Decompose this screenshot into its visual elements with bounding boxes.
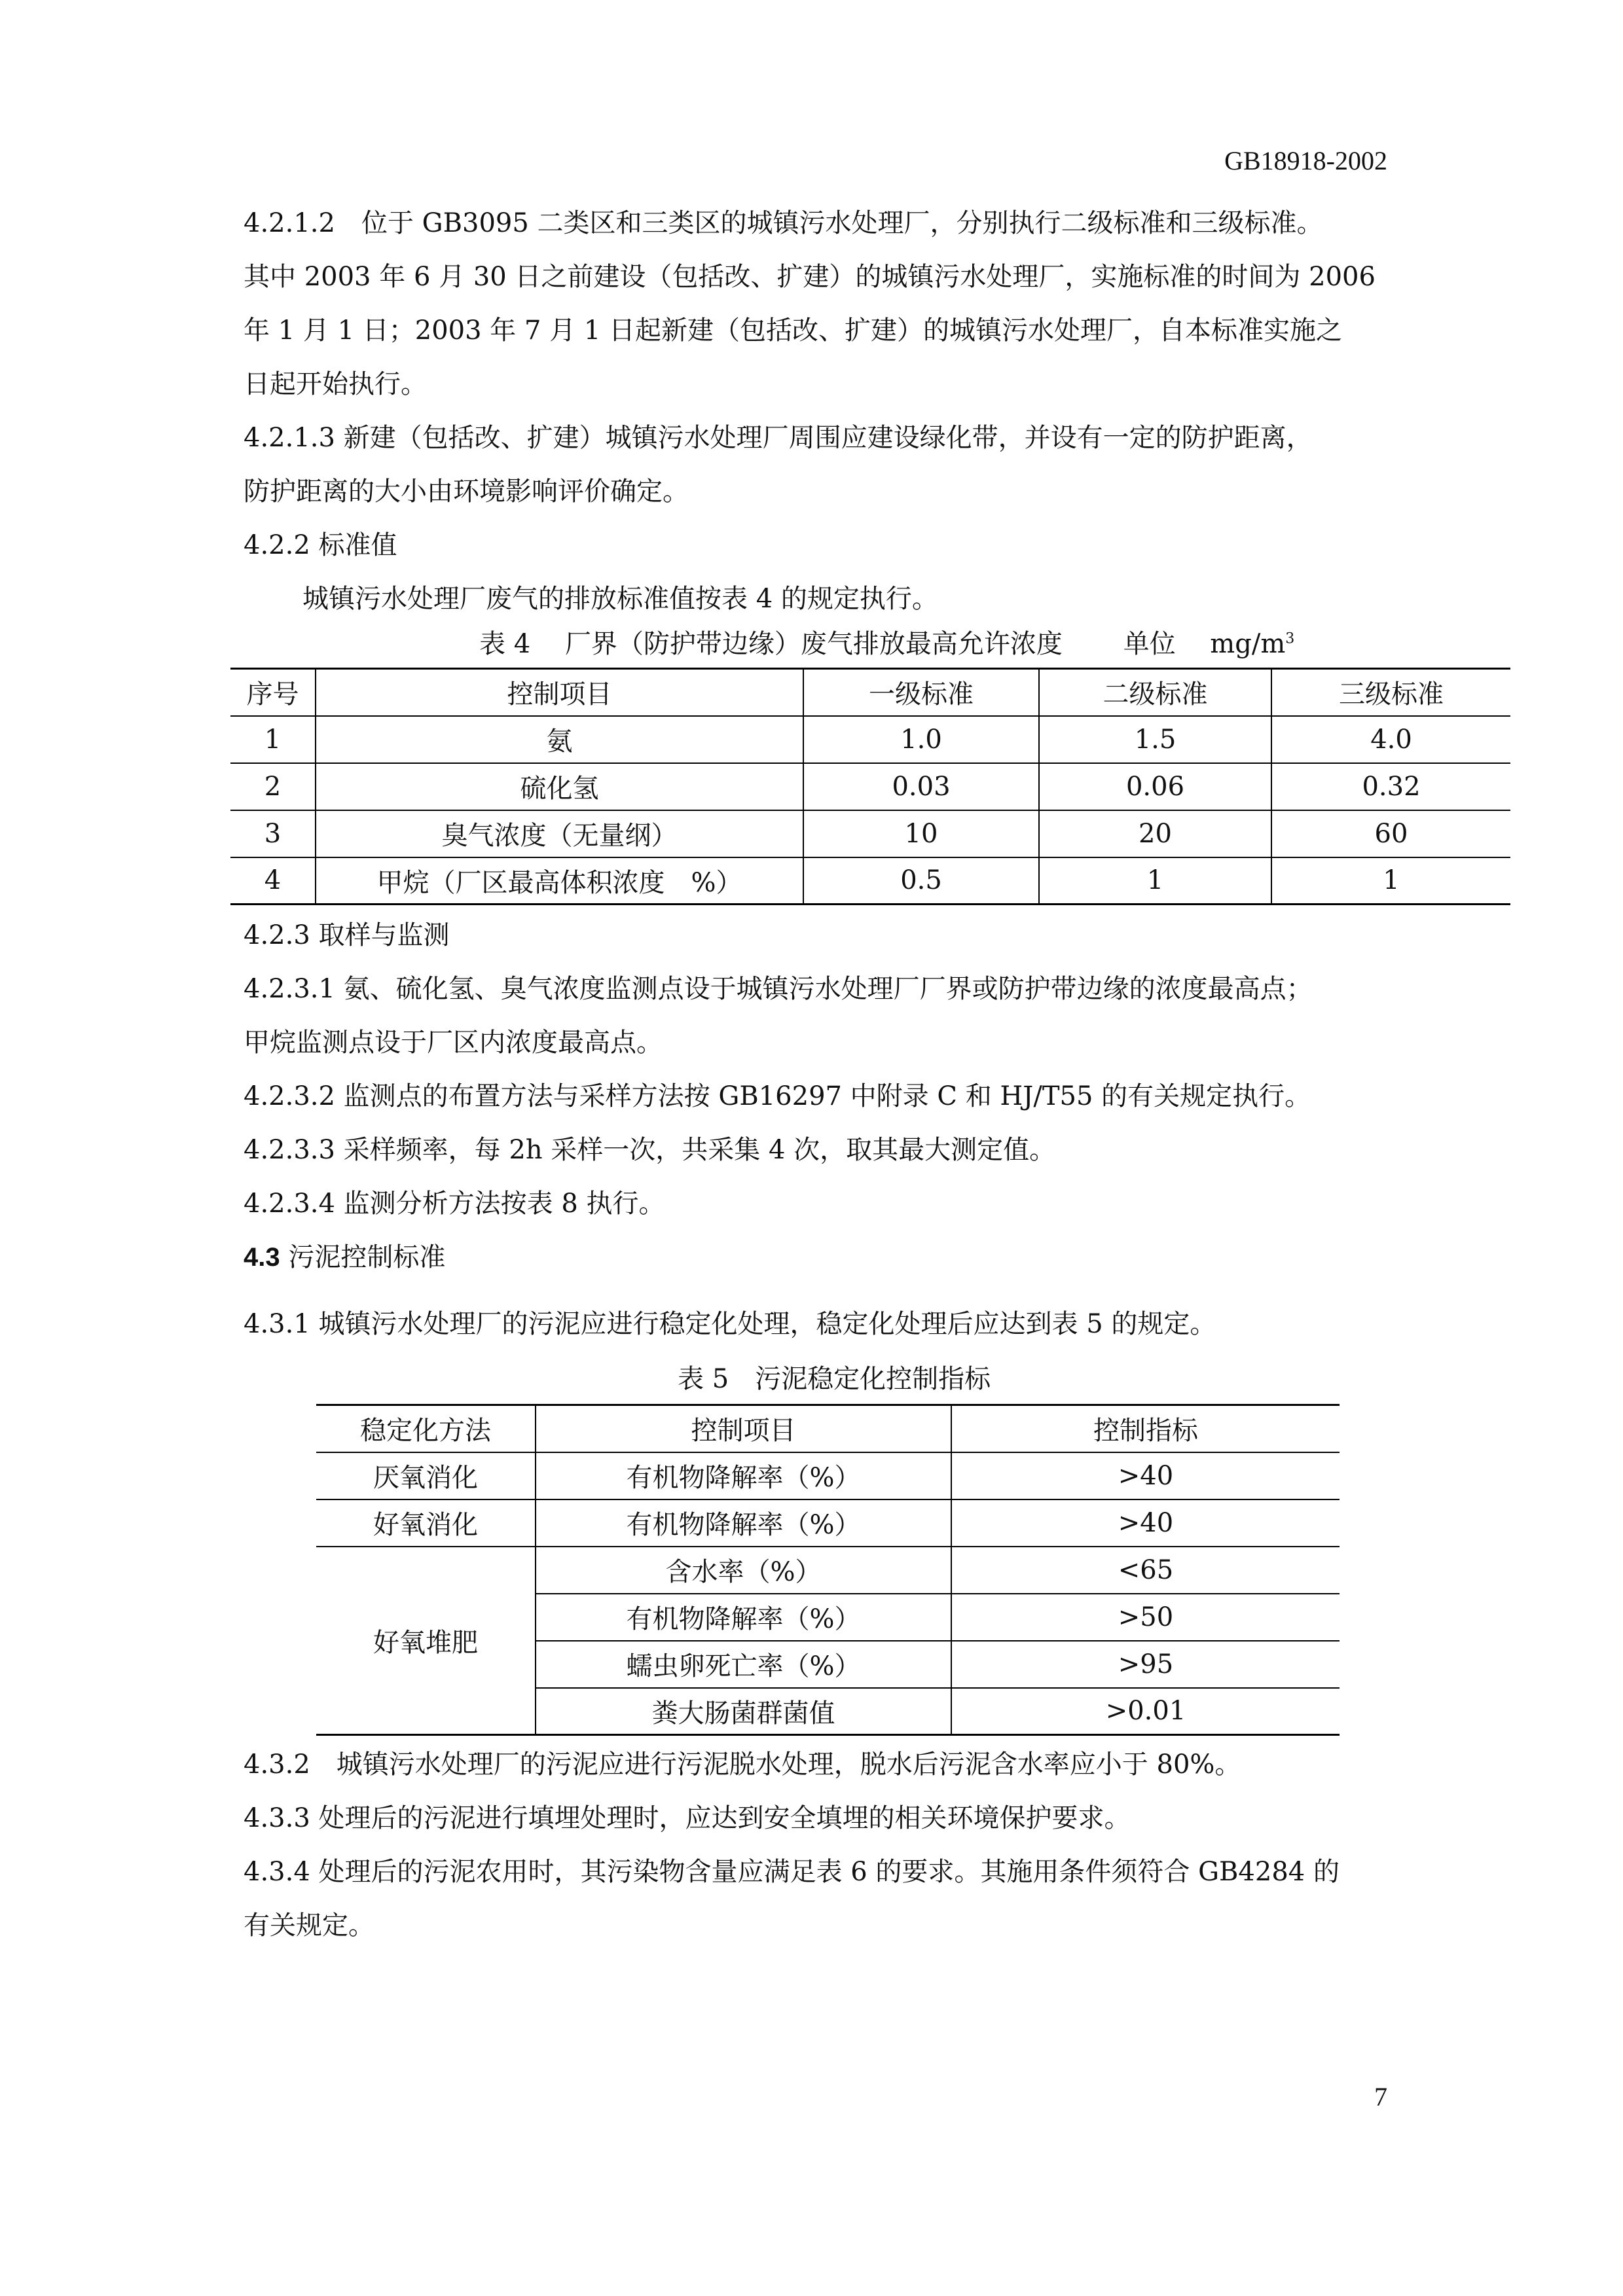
table-cell: >50 bbox=[951, 1594, 1340, 1641]
text-line: 4.2.3.3 采样频率，每 2h 采样一次，共采集 4 次，取其最大测定值。 bbox=[244, 1135, 1056, 1165]
text-line: 有关规定。 bbox=[244, 1910, 374, 1941]
subsection-heading: 4.2.2 标准值 bbox=[244, 530, 397, 560]
header-cell: 序号 bbox=[230, 669, 316, 716]
table-cell: 2 bbox=[230, 763, 316, 810]
table-cell: 4.0 bbox=[1271, 716, 1510, 763]
text-line: 年 1 月 1 日；2003 年 7 月 1 日起新建（包括改、扩建）的城镇污水处理厂，自本标准实施之 bbox=[244, 315, 1343, 346]
text-line: 日起开始执行。 bbox=[244, 369, 427, 399]
table-cell: 臭气浓度（无量纲） bbox=[316, 810, 803, 857]
header-cell: 三级标准 bbox=[1271, 669, 1510, 716]
table-cell: 0.5 bbox=[803, 857, 1039, 905]
table-cell: 0.32 bbox=[1271, 763, 1510, 810]
section-title: 污泥控制标准 bbox=[280, 1242, 446, 1272]
section-4-2-1-text bbox=[244, 196, 1396, 626]
table-4 bbox=[230, 668, 1510, 905]
table-cell: 10 bbox=[803, 810, 1039, 857]
text-line: 4.3.1 城镇污水处理厂的污泥应进行稳定化处理，稳定化处理后应达到表 5 的规定。 bbox=[244, 1309, 1216, 1339]
document-code: GB18918-2002 bbox=[1224, 146, 1387, 175]
table-cell: 1.5 bbox=[1039, 716, 1271, 763]
table-cell: 厌氧消化 bbox=[316, 1452, 536, 1499]
table-header-row bbox=[230, 669, 1510, 716]
section-number: 4.3 bbox=[244, 1243, 280, 1272]
table-cell: 1.0 bbox=[803, 716, 1039, 763]
text-line: 城镇污水处理厂废气的排放标准值按表 4 的规定执行。 bbox=[302, 584, 938, 614]
table-cell: 好氧消化 bbox=[316, 1499, 536, 1547]
table-cell-merged: 好氧堆肥 bbox=[316, 1547, 536, 1735]
table-5 bbox=[316, 1404, 1340, 1736]
page-number: 7 bbox=[1374, 2082, 1387, 2111]
table-cell: 硫化氢 bbox=[316, 763, 803, 810]
table-cell: 1 bbox=[230, 716, 316, 763]
header-cell: 控制项目 bbox=[536, 1405, 951, 1452]
table-cell: 1 bbox=[1271, 857, 1510, 905]
text-line: 4.3.4 处理后的污泥农用时，其污染物含量应满足表 6 的要求。其施用条件须符合 GB4284 的 bbox=[244, 1857, 1340, 1887]
table-cell: 蠕虫卵死亡率（%） bbox=[536, 1641, 951, 1688]
table-cell: 粪大肠菌群菌值 bbox=[536, 1688, 951, 1735]
table-cell: >0.01 bbox=[951, 1688, 1340, 1735]
table-row bbox=[230, 857, 1510, 905]
table-cell: >95 bbox=[951, 1641, 1340, 1688]
section-4-3-heading bbox=[244, 1230, 1396, 1351]
table-cell: 3 bbox=[230, 810, 316, 857]
table-cell: 甲烷（厂区最高体积浓度 %） bbox=[316, 857, 803, 905]
subsection-heading: 4.2.3 取样与监测 bbox=[244, 920, 450, 950]
table-row bbox=[316, 1547, 1340, 1594]
text-line: 4.2.1.2 位于 GB3095 二类区和三类区的城镇污水处理厂，分别执行二级标准和三级标准。 bbox=[244, 208, 1323, 238]
table-4-caption: 表 4 厂界（防护带边缘）废气排放最高允许浓度 单位 $mg/m^3$ bbox=[479, 629, 1295, 659]
table-cell: 4 bbox=[230, 857, 316, 905]
table-cell: <65 bbox=[951, 1547, 1340, 1594]
text-line: 4.3.3 处理后的污泥进行填埋处理时，应达到安全填埋的相关环境保护要求。 bbox=[244, 1803, 1131, 1833]
text-line: 其中 2003 年 6 月 30 日之前建设（包括改、扩建）的城镇污水处理厂，实施标准的时间为 2006 bbox=[244, 262, 1376, 292]
text-line: 防护距离的大小由环境影响评价确定。 bbox=[244, 476, 689, 507]
header-cell: 控制项目 bbox=[316, 669, 803, 716]
table-header-row bbox=[316, 1405, 1340, 1452]
table-cell: 有机物降解率（%） bbox=[536, 1499, 951, 1547]
table-cell: 0.06 bbox=[1039, 763, 1271, 810]
table-cell: 氨 bbox=[316, 716, 803, 763]
section-4-3-text bbox=[244, 1738, 1396, 1952]
table-cell: 1 bbox=[1039, 857, 1271, 905]
section-4-2-3-text bbox=[244, 908, 1396, 1230]
text-line: 4.2.3.4 监测分析方法按表 8 执行。 bbox=[244, 1189, 665, 1219]
text-line: 4.3.2 城镇污水处理厂的污泥应进行污泥脱水处理，脱水后污泥含水率应小于 80%。 bbox=[244, 1749, 1241, 1780]
table-cell: >40 bbox=[951, 1499, 1340, 1547]
section-heading bbox=[244, 1230, 1396, 1284]
table-5-caption: 表 5 污泥稳定化控制指标 bbox=[678, 1364, 991, 1394]
table-cell: 有机物降解率（%） bbox=[536, 1452, 951, 1499]
text-line: 4.2.1.3 新建（包括改、扩建）城镇污水处理厂周围应建设绿化带，并设有一定的防护距离， bbox=[244, 423, 1313, 453]
header-cell: 稳定化方法 bbox=[316, 1405, 536, 1452]
table-cell: 有机物降解率（%） bbox=[536, 1594, 951, 1641]
text-line: 4.2.3.2 监测点的布置方法与采样方法按 GB16297 中附录 C 和 HJ/T55 的有关规定执行。 bbox=[244, 1081, 1311, 1111]
table-row bbox=[316, 1452, 1340, 1499]
header-cell: 一级标准 bbox=[803, 669, 1039, 716]
table-row bbox=[230, 763, 1510, 810]
header-cell: 二级标准 bbox=[1039, 669, 1271, 716]
table-cell: 20 bbox=[1039, 810, 1271, 857]
table-row bbox=[230, 810, 1510, 857]
table-row bbox=[316, 1499, 1340, 1547]
table-row bbox=[230, 716, 1510, 763]
header-cell: 控制指标 bbox=[951, 1405, 1340, 1452]
table-cell: 60 bbox=[1271, 810, 1510, 857]
table-cell: 含水率（%） bbox=[536, 1547, 951, 1594]
table-cell: 0.03 bbox=[803, 763, 1039, 810]
text-line: 4.2.3.1 氨、硫化氢、臭气浓度监测点设于城镇污水处理厂厂界或防护带边缘的浓度最高点； bbox=[244, 974, 1313, 1004]
table-cell: >40 bbox=[951, 1452, 1340, 1499]
text-line: 甲烷监测点设于厂区内浓度最高点。 bbox=[244, 1028, 663, 1058]
